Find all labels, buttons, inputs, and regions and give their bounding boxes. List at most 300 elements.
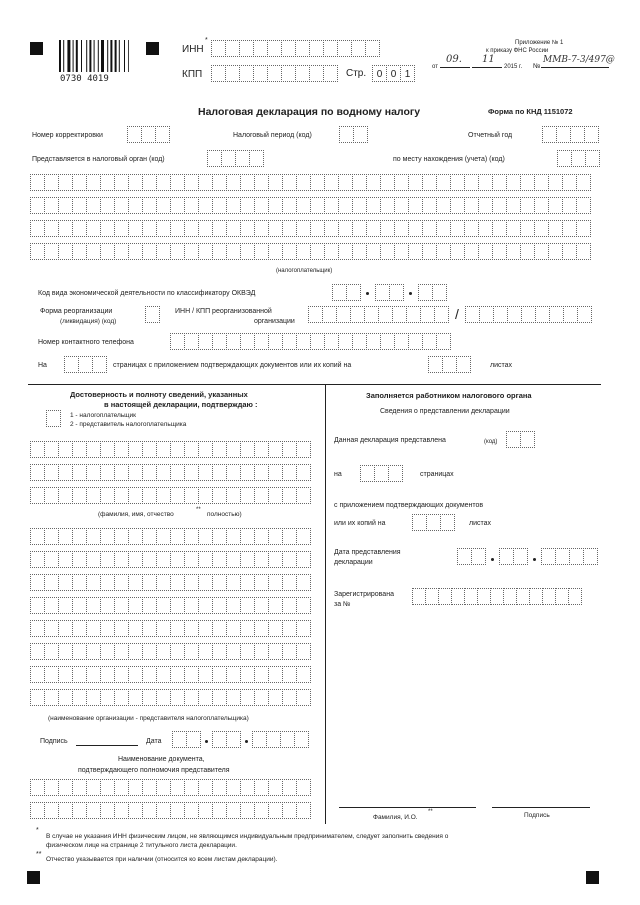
input-cell[interactable] [516, 588, 530, 605]
input-cell[interactable] [142, 551, 157, 568]
input-cell[interactable] [142, 666, 157, 683]
input-cell[interactable] [184, 802, 199, 819]
input-cell[interactable] [239, 65, 254, 82]
input-cell[interactable] [296, 574, 311, 591]
input-cell[interactable] [86, 574, 101, 591]
input-cell[interactable] [212, 597, 227, 614]
input-cell[interactable] [576, 197, 591, 214]
input-cell[interactable] [240, 464, 255, 481]
input-cell[interactable] [142, 574, 157, 591]
input-cell[interactable] [542, 126, 557, 143]
input-cell[interactable] [58, 220, 73, 237]
input-cell[interactable] [72, 620, 87, 637]
input-cell[interactable] [268, 528, 283, 545]
input-cell[interactable] [156, 597, 171, 614]
input-cell[interactable] [86, 597, 101, 614]
input-cell[interactable] [58, 464, 73, 481]
input-cell[interactable] [225, 40, 240, 57]
input-cell[interactable] [366, 243, 381, 260]
input-cell[interactable] [571, 150, 586, 167]
office-pages-field[interactable] [360, 465, 402, 482]
input-cell[interactable] [86, 464, 101, 481]
input-cell[interactable] [44, 643, 59, 660]
input-cell[interactable] [184, 174, 199, 191]
input-cell[interactable] [170, 333, 185, 350]
input-cell[interactable] [198, 333, 213, 350]
input-cell[interactable] [86, 220, 101, 237]
input-cell[interactable] [212, 574, 227, 591]
input-cell[interactable] [170, 441, 185, 458]
input-cell[interactable] [268, 464, 283, 481]
input-cell[interactable] [268, 802, 283, 819]
input-cell[interactable] [583, 548, 598, 565]
input-cell[interactable] [198, 802, 213, 819]
input-cell[interactable] [295, 40, 310, 57]
input-cell[interactable] [128, 243, 143, 260]
input-cell[interactable] [212, 551, 227, 568]
input-cell[interactable] [281, 65, 296, 82]
input-cell[interactable] [58, 441, 73, 458]
input-cell[interactable] [296, 597, 311, 614]
input-cell[interactable] [30, 689, 45, 706]
input-cell[interactable] [389, 284, 404, 301]
input-cell[interactable] [114, 643, 129, 660]
input-cell[interactable] [338, 197, 353, 214]
input-cell[interactable] [141, 126, 156, 143]
input-cell[interactable] [226, 779, 241, 796]
input-cell[interactable] [44, 441, 59, 458]
input-cell[interactable] [142, 174, 157, 191]
input-cell[interactable] [268, 666, 283, 683]
input-cell[interactable] [310, 174, 325, 191]
input-cell[interactable] [184, 597, 199, 614]
input-cell[interactable] [58, 779, 73, 796]
input-cell[interactable] [100, 441, 115, 458]
org-row-4[interactable] [30, 597, 310, 614]
input-cell[interactable] [392, 306, 407, 323]
input-cell[interactable] [100, 464, 115, 481]
input-cell[interactable] [100, 174, 115, 191]
input-cell[interactable] [184, 487, 199, 504]
input-cell[interactable] [226, 441, 241, 458]
input-cell[interactable] [114, 197, 129, 214]
input-cell[interactable] [212, 220, 227, 237]
input-cell[interactable] [534, 243, 549, 260]
sheets-count-field[interactable] [428, 356, 470, 373]
input-cell[interactable] [114, 528, 129, 545]
input-cell[interactable] [422, 220, 437, 237]
input-cell[interactable] [353, 126, 368, 143]
input-cell[interactable] [186, 731, 201, 748]
input-cell[interactable] [562, 220, 577, 237]
input-cell[interactable] [128, 464, 143, 481]
org-row-7[interactable] [30, 666, 310, 683]
submitted-code-field[interactable] [506, 431, 534, 448]
input-cell[interactable] [408, 197, 423, 214]
input-cell[interactable] [352, 174, 367, 191]
input-cell[interactable] [506, 220, 521, 237]
reorg-inn-field[interactable] [308, 306, 448, 323]
input-cell[interactable] [556, 126, 571, 143]
input-cell[interactable] [114, 174, 129, 191]
input-cell[interactable] [170, 551, 185, 568]
input-cell[interactable] [394, 220, 409, 237]
doc-row-2[interactable] [30, 802, 310, 819]
input-cell[interactable] [86, 620, 101, 637]
input-cell[interactable] [142, 528, 157, 545]
input-cell[interactable] [156, 779, 171, 796]
input-cell[interactable] [128, 597, 143, 614]
input-cell[interactable] [254, 551, 269, 568]
input-cell[interactable] [432, 284, 447, 301]
input-cell[interactable] [563, 306, 578, 323]
input-cell[interactable] [198, 643, 213, 660]
input-cell[interactable] [114, 574, 129, 591]
org-row-3[interactable] [30, 574, 310, 591]
input-cell[interactable] [296, 689, 311, 706]
input-cell[interactable] [513, 548, 528, 565]
input-cell[interactable] [254, 802, 269, 819]
input-cell[interactable] [114, 551, 129, 568]
taxpayer-name-row-3[interactable] [30, 220, 590, 237]
input-cell[interactable] [58, 643, 73, 660]
input-cell[interactable] [562, 197, 577, 214]
input-cell[interactable] [412, 588, 426, 605]
input-cell[interactable] [324, 333, 339, 350]
input-cell[interactable] [406, 306, 421, 323]
input-cell[interactable] [184, 574, 199, 591]
input-cell[interactable] [100, 574, 115, 591]
input-cell[interactable] [226, 597, 241, 614]
input-cell[interactable] [128, 802, 143, 819]
input-cell[interactable] [478, 197, 493, 214]
input-cell[interactable] [253, 40, 268, 57]
input-cell[interactable] [170, 528, 185, 545]
input-cell[interactable] [128, 643, 143, 660]
input-cell[interactable] [58, 620, 73, 637]
input-cell[interactable] [557, 150, 572, 167]
input-cell[interactable] [184, 666, 199, 683]
input-cell[interactable] [310, 243, 325, 260]
input-cell[interactable] [365, 40, 380, 57]
input-cell[interactable] [44, 597, 59, 614]
input-cell[interactable] [198, 441, 213, 458]
input-cell[interactable] [436, 220, 451, 237]
input-cell[interactable] [128, 197, 143, 214]
input-cell[interactable] [282, 597, 297, 614]
input-cell[interactable] [211, 40, 226, 57]
input-cell[interactable] [332, 284, 347, 301]
input-cell[interactable] [394, 174, 409, 191]
input-cell[interactable] [226, 551, 241, 568]
input-cell[interactable] [268, 487, 283, 504]
input-cell[interactable] [44, 689, 59, 706]
input-cell[interactable] [294, 731, 309, 748]
input-cell[interactable] [240, 597, 255, 614]
input-cell[interactable] [346, 284, 361, 301]
input-cell[interactable] [350, 306, 365, 323]
input-cell[interactable] [254, 174, 269, 191]
input-cell[interactable] [72, 441, 87, 458]
input-cell[interactable] [323, 40, 338, 57]
input-cell[interactable] [86, 174, 101, 191]
input-cell[interactable] [506, 431, 521, 448]
input-cell[interactable] [296, 528, 311, 545]
input-cell[interactable] [240, 174, 255, 191]
input-cell[interactable] [296, 243, 311, 260]
input-cell[interactable] [86, 487, 101, 504]
input-cell[interactable] [310, 197, 325, 214]
input-cell[interactable] [72, 487, 87, 504]
input-cell[interactable] [240, 802, 255, 819]
input-cell[interactable] [198, 779, 213, 796]
input-cell[interactable] [240, 220, 255, 237]
input-cell[interactable] [490, 588, 504, 605]
input-cell[interactable] [506, 197, 521, 214]
input-cell[interactable] [100, 220, 115, 237]
input-cell[interactable] [184, 441, 199, 458]
input-cell[interactable] [86, 197, 101, 214]
input-cell[interactable] [184, 464, 199, 481]
input-cell[interactable] [198, 551, 213, 568]
org-row-8[interactable] [30, 689, 310, 706]
input-cell[interactable] [184, 333, 199, 350]
input-cell[interactable] [72, 220, 87, 237]
input-cell[interactable] [542, 588, 556, 605]
input-cell[interactable] [308, 306, 323, 323]
input-cell[interactable] [568, 588, 582, 605]
input-cell[interactable] [254, 643, 269, 660]
input-cell[interactable] [44, 528, 59, 545]
input-cell[interactable] [170, 620, 185, 637]
input-cell[interactable] [408, 333, 423, 350]
input-cell[interactable] [212, 243, 227, 260]
input-cell[interactable] [493, 306, 508, 323]
input-cell[interactable] [226, 487, 241, 504]
input-cell[interactable] [128, 689, 143, 706]
input-cell[interactable] [324, 220, 339, 237]
input-cell[interactable] [30, 779, 45, 796]
input-cell[interactable] [323, 65, 338, 82]
input-cell[interactable] [72, 802, 87, 819]
input-cell[interactable] [198, 464, 213, 481]
input-cell[interactable] [352, 197, 367, 214]
input-cell[interactable] [366, 174, 381, 191]
input-cell[interactable] [114, 487, 129, 504]
fio-row-2[interactable] [30, 464, 310, 481]
input-cell[interactable] [268, 597, 283, 614]
input-cell[interactable] [30, 197, 45, 214]
input-cell[interactable] [375, 284, 390, 301]
input-cell[interactable] [576, 174, 591, 191]
input-cell[interactable] [86, 441, 101, 458]
input-cell[interactable] [240, 197, 255, 214]
input-cell[interactable] [338, 333, 353, 350]
input-cell[interactable] [212, 802, 227, 819]
signature-line[interactable] [76, 745, 138, 746]
input-cell[interactable] [212, 174, 227, 191]
input-cell[interactable] [408, 243, 423, 260]
input-cell[interactable] [226, 574, 241, 591]
reorg-form-field[interactable] [145, 306, 159, 323]
input-cell[interactable] [170, 779, 185, 796]
input-cell[interactable] [212, 464, 227, 481]
input-cell[interactable] [44, 243, 59, 260]
input-cell[interactable] [338, 220, 353, 237]
input-cell[interactable] [184, 779, 199, 796]
input-cell[interactable] [30, 802, 45, 819]
input-cell[interactable] [507, 306, 522, 323]
input-cell[interactable] [156, 528, 171, 545]
input-cell[interactable] [253, 65, 268, 82]
input-cell[interactable] [198, 597, 213, 614]
input-cell[interactable] [267, 40, 282, 57]
input-cell[interactable] [170, 197, 185, 214]
input-cell[interactable] [184, 197, 199, 214]
input-cell[interactable] [338, 174, 353, 191]
input-cell[interactable] [156, 174, 171, 191]
input-cell[interactable] [30, 528, 45, 545]
input-cell[interactable] [184, 620, 199, 637]
pages-count-field[interactable] [64, 356, 106, 373]
input-cell[interactable] [44, 551, 59, 568]
input-cell[interactable] [170, 220, 185, 237]
taxpayer-name-row-1[interactable] [30, 174, 590, 191]
input-cell[interactable] [324, 243, 339, 260]
input-cell[interactable] [86, 779, 101, 796]
input-cell[interactable] [128, 441, 143, 458]
input-cell[interactable] [378, 306, 393, 323]
location-field[interactable] [557, 150, 599, 167]
input-cell[interactable] [86, 243, 101, 260]
confirm-role-field[interactable] [46, 410, 60, 427]
input-cell[interactable] [268, 197, 283, 214]
org-row-1[interactable] [30, 528, 310, 545]
input-cell[interactable] [156, 243, 171, 260]
input-cell[interactable] [268, 689, 283, 706]
input-cell[interactable] [86, 802, 101, 819]
input-cell[interactable] [156, 441, 171, 458]
input-cell[interactable] [170, 597, 185, 614]
input-cell[interactable] [240, 779, 255, 796]
input-cell[interactable] [268, 620, 283, 637]
input-cell[interactable] [225, 65, 240, 82]
input-cell[interactable] [240, 666, 255, 683]
input-cell[interactable] [520, 174, 535, 191]
input-cell[interactable] [156, 643, 171, 660]
input-cell[interactable] [114, 464, 129, 481]
input-cell[interactable] [100, 802, 115, 819]
input-cell[interactable] [212, 441, 227, 458]
input-cell[interactable] [296, 620, 311, 637]
input-cell[interactable] [198, 528, 213, 545]
input-cell[interactable] [268, 243, 283, 260]
input-cell[interactable] [282, 243, 297, 260]
input-cell[interactable] [170, 574, 185, 591]
input-cell[interactable] [464, 174, 479, 191]
input-cell[interactable] [436, 243, 451, 260]
input-cell[interactable] [114, 689, 129, 706]
input-cell[interactable] [282, 551, 297, 568]
input-cell[interactable] [156, 666, 171, 683]
input-cell[interactable] [549, 306, 564, 323]
input-cell[interactable] [426, 514, 441, 531]
input-cell[interactable] [142, 689, 157, 706]
input-cell[interactable] [520, 243, 535, 260]
input-cell[interactable] [212, 333, 227, 350]
input-cell[interactable] [156, 464, 171, 481]
input-cell[interactable] [72, 643, 87, 660]
input-cell[interactable] [492, 174, 507, 191]
input-cell[interactable] [114, 802, 129, 819]
input-cell[interactable] [548, 220, 563, 237]
input-cell[interactable] [422, 243, 437, 260]
input-cell[interactable] [374, 465, 389, 482]
input-cell[interactable] [364, 306, 379, 323]
input-cell[interactable] [324, 174, 339, 191]
input-cell[interactable] [128, 574, 143, 591]
input-cell[interactable] [226, 528, 241, 545]
input-cell[interactable] [156, 197, 171, 214]
okved-field-1[interactable] [332, 284, 360, 301]
input-cell[interactable] [100, 643, 115, 660]
input-cell[interactable] [534, 174, 549, 191]
input-cell[interactable] [425, 588, 439, 605]
input-cell[interactable] [268, 779, 283, 796]
input-cell[interactable] [58, 243, 73, 260]
input-cell[interactable] [520, 197, 535, 214]
taxpayer-name-row-4[interactable] [30, 243, 590, 260]
input-cell[interactable] [281, 40, 296, 57]
input-cell[interactable] [478, 243, 493, 260]
input-cell[interactable] [128, 174, 143, 191]
input-cell[interactable] [506, 174, 521, 191]
input-cell[interactable] [212, 731, 227, 748]
okved-field-3[interactable] [418, 284, 446, 301]
input-cell[interactable] [282, 802, 297, 819]
input-cell[interactable] [226, 620, 241, 637]
input-cell[interactable] [184, 689, 199, 706]
input-cell[interactable] [548, 197, 563, 214]
input-cell[interactable] [198, 243, 213, 260]
input-cell[interactable] [282, 441, 297, 458]
input-cell[interactable] [436, 197, 451, 214]
input-cell[interactable] [114, 220, 129, 237]
input-cell[interactable] [58, 666, 73, 683]
input-cell[interactable] [127, 126, 142, 143]
input-cell[interactable] [436, 333, 451, 350]
input-cell[interactable] [366, 220, 381, 237]
input-cell[interactable] [170, 487, 185, 504]
input-cell[interactable] [114, 597, 129, 614]
input-cell[interactable] [492, 197, 507, 214]
input-cell[interactable] [520, 431, 535, 448]
input-cell[interactable] [30, 243, 45, 260]
registration-number-field[interactable] [412, 588, 581, 605]
input-cell[interactable] [296, 551, 311, 568]
input-cell[interactable] [296, 441, 311, 458]
input-cell[interactable] [72, 574, 87, 591]
input-cell[interactable] [128, 779, 143, 796]
input-cell[interactable] [128, 666, 143, 683]
input-cell[interactable] [212, 689, 227, 706]
input-cell[interactable] [380, 220, 395, 237]
input-cell[interactable] [267, 65, 282, 82]
input-cell[interactable] [235, 150, 250, 167]
input-cell[interactable] [198, 666, 213, 683]
input-cell[interactable] [584, 126, 599, 143]
input-cell[interactable] [221, 150, 236, 167]
